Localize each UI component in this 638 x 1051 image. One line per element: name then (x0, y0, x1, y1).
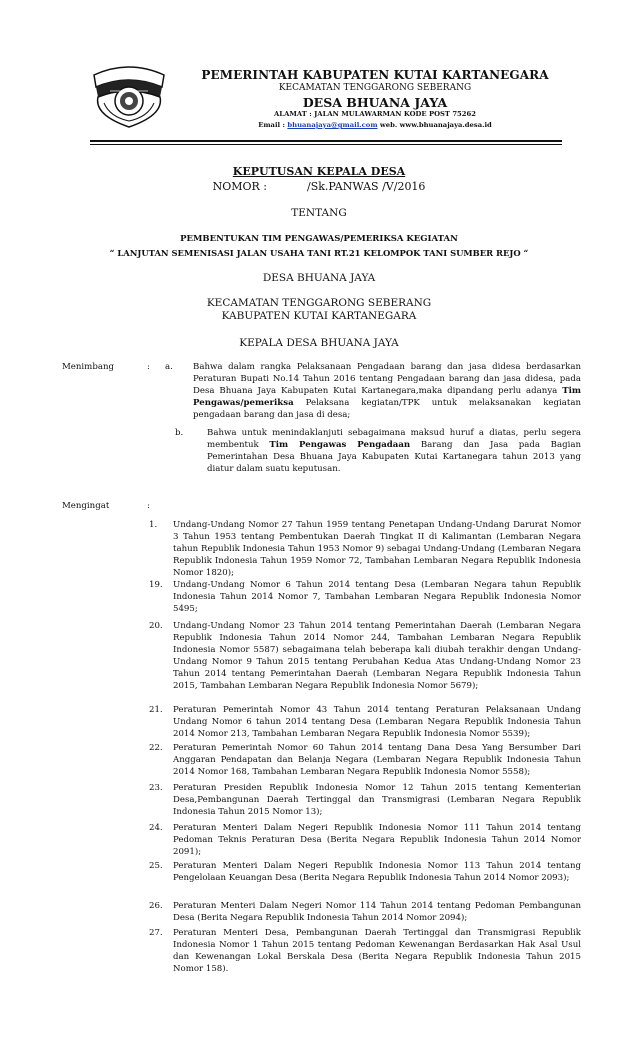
decree-title: KEPUTUSAN KEPALA DESA (232, 165, 406, 178)
mengingat-item: Peraturan Menteri Dalam Negeri Republik Indonesia Nomor 113 Tahun 2014 tentang Pengelolaan Keuangan Desa (Berita Negara Republik Indonesia Tahun 2014 Nomor 2093); (173, 861, 581, 883)
mengingat-number: 19. (149, 580, 163, 590)
letterhead-village: DESA BHUANA JAYA (302, 95, 448, 110)
decree-subject-line2: “ LANJUTAN SEMENISASI JALAN USAHA TANI RT.21 KELOMPOK TANI SUMBER REJO “ (109, 248, 529, 258)
mengingat-number: 22. (149, 743, 163, 753)
mengingat-number: 1. (149, 520, 158, 530)
menimbang-item-a-bold: Tim Pengawas/pemeriksa (193, 386, 581, 408)
mengingat-number: 21. (149, 705, 163, 715)
mengingat-item: Peraturan Menteri Dalam Negeri Nomor 114 Tahun 2014 tentang Pedoman Pembangunan Desa (Berita Negara Republik Indonesia Tahun 2014 Nomor 2094); (173, 901, 581, 923)
decree-number-value: /Sk.PANWAS /V/2016 (306, 180, 426, 193)
menimbang-item-a (193, 361, 581, 421)
mengingat-number: 23. (149, 783, 163, 793)
mengingat-item: Peraturan Menteri Dalam Negeri Republik Indonesia Nomor 111 Tahun 2014 tentang Pedoman Teknis Peraturan Desa (Berita Negara Republik Indonesia Tahun 2014 Nomor 2091); (173, 823, 581, 857)
menimbang-marker-b: b. (175, 428, 184, 438)
mengingat-number: 20. (149, 621, 163, 631)
email-label: Email : (258, 121, 286, 129)
mengingat-item: Peraturan Menteri Desa, Pembangunan Daerah Tertinggal dan Transmigrasi Republik Indonesia Nomor 1 Tahun 2015 tentang Pedoman Kewenangan Berdasarkan Hak Asal Usul dan Kewenangan Lokal Berskala Desa (Berita Negara Republik Indonesia Tahun 2015 Nomor 158). (173, 928, 581, 974)
menimbang-marker-a: a. (165, 362, 173, 372)
menimbang-item-b-post: Barang dan Jasa pada Bagian Pemerintahan Desa Bhuana Jaya Kabupaten Kutai Kartanegara tahun 2013 yang diatur dalam suatu keputusan. (207, 440, 581, 474)
email-link[interactable]: bhuanajaya@gmail.com (287, 121, 378, 129)
decree-authority: KEPALA DESA BHUANA JAYA (239, 337, 399, 349)
letterhead-district: KECAMATAN TENGGARONG SEBERANG (278, 83, 472, 93)
mengingat-item: Undang-Undang Nomor 23 Tahun 2014 tentang Pemerintahan Daerah (Lembaran Negara Republik Indonesia Tahun 2014 Nomor 244, Tambahan Lembaran Negara Republik Indonesia Nomor 5587) sebagaimana telah beberapa kali diubah terakhir dengan Undang-Undang Nomor 9 Tahun 2015 tentang Perubahan Kedua Atas Undang-Undang Nomor 23 Tahun 2014 tentang Pemerintahan Daerah (Lembaran Negara Republik Indonesia Tahun 2015, Tambahan Lembaran Negara Republik Indonesia Nomor 5679); (173, 621, 581, 691)
mengingat-label: Mengingat (62, 501, 110, 511)
mengingat-number: 25. (149, 861, 163, 871)
mengingat-item: Peraturan Pemerintah Nomor 43 Tahun 2014 tentang Peraturan Pelaksanaan Undang Undang Nomor 6 tahun 2014 tentang Desa (Lembaran Negara Republik Indonesia Tahun 2014 Nomor 213, Tambahan Lembaran Negara Republik Indonesia Nomor 5539); (173, 705, 581, 739)
mengingat-item: Peraturan Pemerintah Nomor 60 Tahun 2014 tentang Dana Desa Yang Bersumber Dari Anggaran Pendapatan dan Belanja Negara (Lembaran Negara Republik Indonesia Tahun 2014 Nomor 168, Tambahan Lembaran Negara Republik Indonesia Nomor 5558); (173, 743, 581, 777)
regency-logo-icon (90, 57, 168, 129)
decree-number-label: NOMOR : (212, 180, 267, 193)
letterhead-contact (160, 121, 590, 129)
letterhead-government: PEMERINTAH KABUPATEN KUTAI KARTANEGARA (201, 68, 549, 82)
menimbang-colon: : (147, 362, 150, 372)
decree-about: TENTANG (291, 207, 347, 219)
decree-village: DESA BHUANA JAYA (262, 272, 376, 284)
menimbang-item-a-post: Pelaksana kegiatan/TPK untuk melaksanakan kegiatan pengadaan barang dan jasa di desa; (193, 398, 581, 420)
menimbang-item-b-bold: Tim Pengawas Pengadaan (269, 440, 411, 450)
menimbang-label: Menimbang (62, 362, 114, 372)
mengingat-item: Undang-Undang Nomor 27 Tahun 1959 tentang Penetapan Undang-Undang Darurat Nomor 3 Tahun 1953 tentang Pembentukan Daerah Tingkat II di Kalimantan (Lembaran Negara tahun Republik Indonesia Tahun 1953 Nomor 9) sebagai Undang-Undang (Lembaran Negara Republik Indonesia Tahun 1959 Nomor 72, Tambahan Lembaran Negara Republik Indonesia Nomor 1820); (173, 520, 581, 578)
mengingat-number: 27. (149, 928, 163, 938)
menimbang-item-a-pre: Bahwa dalam rangka Pelaksanaan Pengadaan barang dan jasa didesa berdasarkan Peraturan Bupati No.14 Tahun 2016 tentang Pengadaan barang dan jasa didesa, pada Desa Bhuana Jaya Kabupaten Kutai Kartanegara,maka dipandang perlu adanya (193, 362, 581, 396)
website-text: web. www.bhuanajaya.desa.id (379, 121, 492, 129)
mengingat-item: Peraturan Presiden Republik Indonesia Nomor 12 Tahun 2015 tentang Kementerian Desa,Pembangunan Daerah Tertinggal dan Transmigrasi (Lembaran Negara Republik Indonesia Tahun 2015 Nomor 13); (173, 783, 581, 817)
menimbang-item-b-pre: Bahwa untuk menindaklanjuti sebagaimana maksud huruf a diatas, perlu segera membentuk (207, 428, 581, 450)
letterhead-address: ALAMAT : JALAN MULAWARMAN KODE POST 75262 (274, 110, 476, 118)
mengingat-item: Undang-Undang Nomor 6 Tahun 2014 tentang Desa (Lembaran Negara tahun Republik Indonesia Tahun 2014 Nomor 7, Tambahan Lembaran Negara Republik Indonesia Nomor 5495; (173, 580, 581, 614)
decree-district: KECAMATAN TENGGARONG SEBERANG (206, 297, 432, 309)
decree-subject-line1: PEMBENTUKAN TIM PENGAWAS/PEMERIKSA KEGIATAN (180, 234, 458, 244)
mengingat-number: 24. (149, 823, 163, 833)
letterhead-rule-thick (90, 140, 562, 142)
decree-number (0, 180, 638, 193)
letterhead-rule-thin (90, 144, 562, 145)
decree-regency: KABUPATEN KUTAI KARTANEGARA (221, 310, 417, 322)
mengingat-number: 26. (149, 901, 163, 911)
menimbang-item-b (207, 427, 581, 475)
mengingat-colon: : (147, 501, 150, 511)
